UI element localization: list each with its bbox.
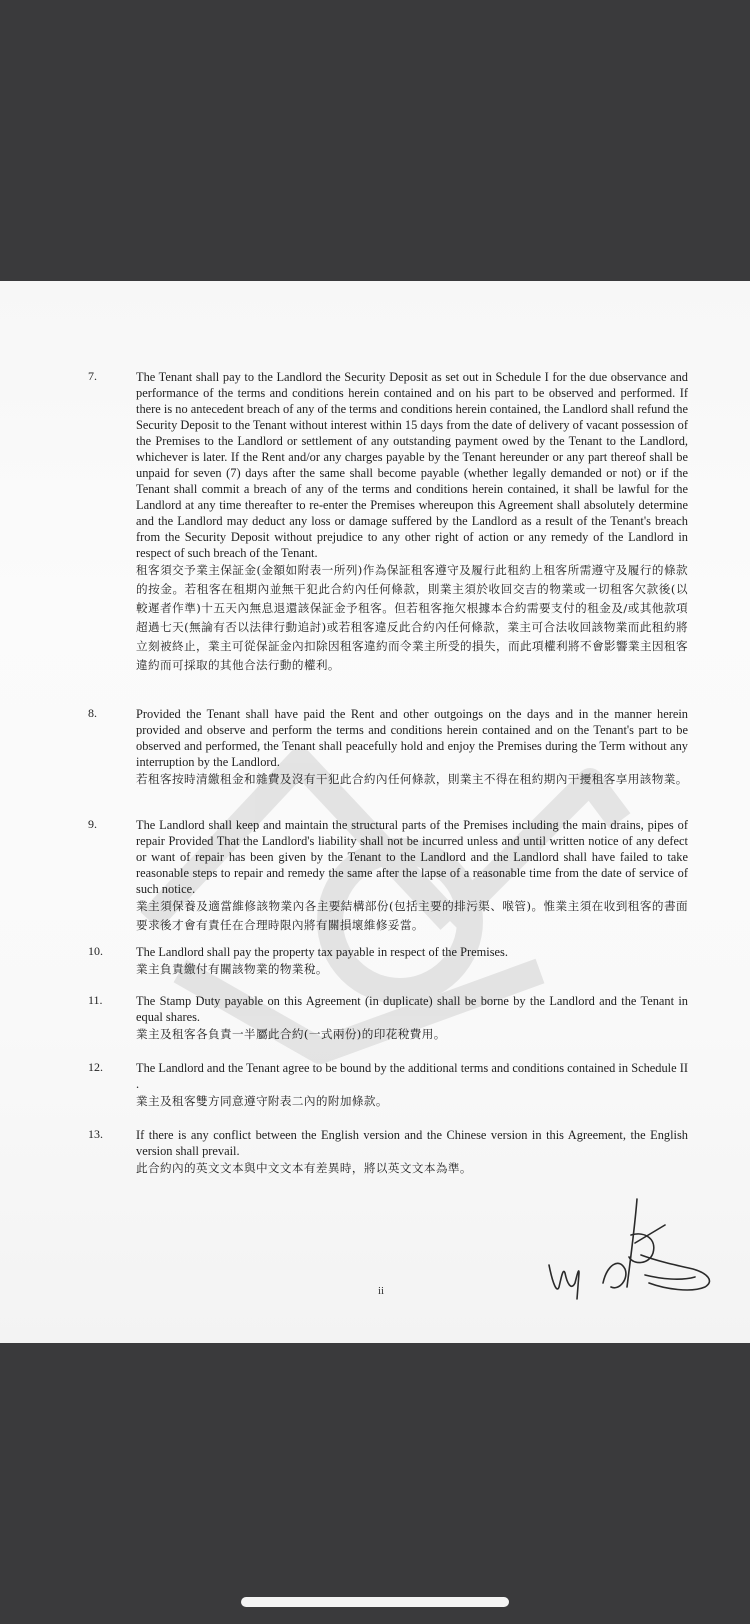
clause-chinese-text: 此合約內的英文文本與中文文本有差異時，將以英文文本為準。 <box>136 1161 472 1175</box>
clause-english-text: The Tenant shall pay to the Landlord the Security Deposit as set out in Schedule I for the due observance and performance of the terms and conditions herein contained and on his part to be observed and performed. If there is no antecedent breach of any of the terms and conditions herein contained, the Landlord shall refund the Security Deposit to the Tenant without interest within 15 days from the date of delivery of vacant possession of the Premises to the Landlord or settlement of any outstanding payment owed by the Tenant to the Landlord, whichever is later. If the Rent and/or any charges payable by the Tenant hereunder or any part thereof shall be unpaid for seven (7) days after the same shall become payable (whether legally demanded or not) or if the Tenant shall commit a breach of any of the terms and conditions herein contained, it shall be lawful for the Landlord at any time thereafter to re-enter the Premises whereupon this Agreement shall absolutely determine and the Landlord may deduct any loss or damage suffered by the Landlord as a result of the Tenant's breach from the Security Deposit without prejudice to any other right of action or any remedy of the Landlord in respect of such breach of the Tenant. <box>136 370 688 560</box>
top-dark-area <box>0 0 750 281</box>
clause-number: 11. <box>88 993 103 1007</box>
page-number: ii <box>378 1285 385 1297</box>
clause-number: 8. <box>88 706 97 720</box>
clause-chinese-text: 業主負責繳付有關該物業的物業稅。 <box>136 962 328 976</box>
clause-number: 7. <box>88 369 97 383</box>
clause-english-text: The Stamp Duty payable on this Agreement (in duplicate) shall be borne by the Landlord and the Tenant in equal shares. <box>136 994 688 1024</box>
bottom-dark-area <box>0 1343 750 1624</box>
clause-8 <box>88 706 688 789</box>
clause-chinese-text: 業主及租客雙方同意遵守附表二內的附加條款。 <box>136 1094 388 1108</box>
clause-chinese-text: 租客須交予業主保証金(金額如附表一所列)作為保証租客遵守及履行此租約上租客所需遵守及履行的條款的按金。若租客在租期內並無干犯此合約內任何條款，則業主須於收回交吉的物業或一切租客欠款後(以較遲者作準)十五天內無息退還該保証金予租客。但若租客拖欠根據本合約需要支付的租金及/或其他款項超過七天(無論有否以法律行動追討)或若租客違反此合約內任何條款，業主可合法收回該物業而此租約將立刻被終止，業主可從保証金內扣除因租客違約而令業主所受的損失，而此項權利將不會影響業主因租客違約而可採取的其他合法行動的權利。 <box>136 563 688 672</box>
clause-12 <box>88 1060 688 1111</box>
handwritten-signature <box>545 1195 735 1305</box>
clause-english-text: The Landlord shall pay the property tax payable in respect of the Premises. <box>136 945 508 959</box>
clause-chinese-text: 業主須保養及適當維修該物業內各主要結構部份(包括主要的排污渠、喉管)。惟業主須在收到租客的書面要求後才會有責任在合理時限內將有關損壞維修妥當。 <box>136 899 688 932</box>
document-page <box>0 281 750 1343</box>
clause-9 <box>88 817 688 935</box>
clause-english-text: The Landlord shall keep and maintain the structural parts of the Premises including the main drains, pipes of repair Provided That the Landlord's liability shall not be incurred unless and until written notice of any defect or want of repair has been given by the Tenant to the Landlord and the Landlord shall have failed to take reasonable steps to repair and remedy the same after the lapse of a reasonable time from the date of service of such notice. <box>136 818 688 896</box>
home-indicator[interactable] <box>241 1597 509 1607</box>
clause-11 <box>88 993 688 1044</box>
clause-number: 10. <box>88 944 103 958</box>
clause-chinese-text: 若租客按時清繳租金和雜費及沒有干犯此合約內任何條款，則業主不得在租約期內干擾租客享用該物業。 <box>136 772 688 786</box>
clause-13 <box>88 1127 688 1178</box>
clause-number: 12. <box>88 1060 103 1074</box>
clause-english-text: Provided the Tenant shall have paid the Rent and other outgoings on the days and in the manner herein provided and observe and perform the terms and conditions herein contained and on the Tenant's part to be observed and performed, the Tenant shall peacefully hold and enjoy the Premises during the Term without any interruption by the Landlord. <box>136 707 688 769</box>
clause-english-text: The Landlord and the Tenant agree to be bound by the additional terms and conditions contained in Schedule II . <box>136 1061 688 1091</box>
clause-10 <box>88 944 688 979</box>
clause-english-text: If there is any conflict between the English version and the Chinese version in this Agreement, the English version shall prevail. <box>136 1128 688 1158</box>
clause-chinese-text: 業主及租客各負責一半屬此合約(一式兩份)的印花稅費用。 <box>136 1027 446 1041</box>
clause-7 <box>88 369 688 675</box>
clause-number: 13. <box>88 1127 103 1141</box>
clause-number: 9. <box>88 817 97 831</box>
